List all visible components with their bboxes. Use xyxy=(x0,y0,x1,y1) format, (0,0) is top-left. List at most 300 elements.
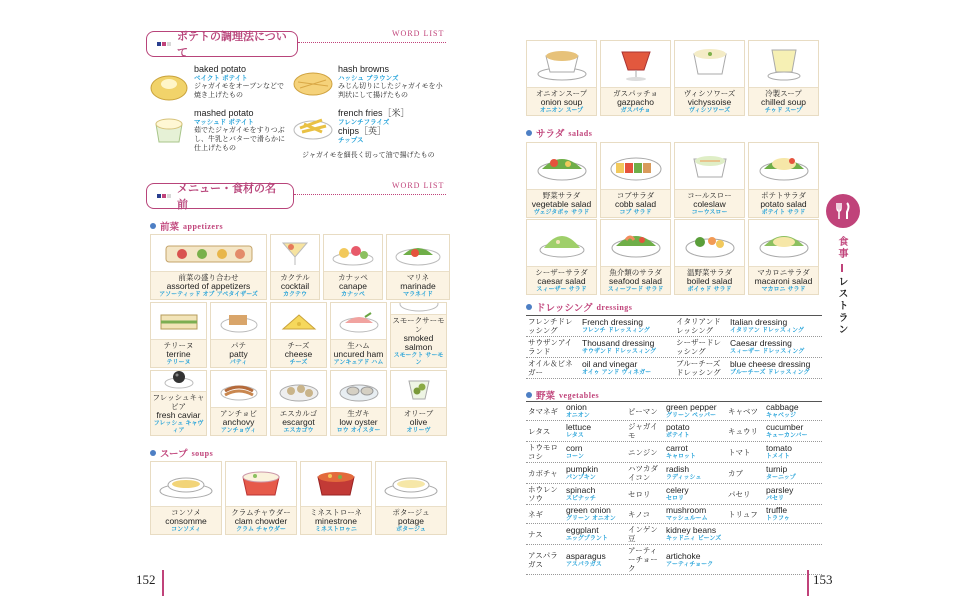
heading-jp: 前菜 xyxy=(160,222,180,233)
term-jp-cell xyxy=(726,442,764,462)
table-row xyxy=(526,524,822,545)
term-jp-cell xyxy=(526,316,580,336)
marinade-icon xyxy=(393,239,443,267)
food-cell xyxy=(674,142,745,218)
food-cell xyxy=(330,370,387,436)
food-jp: テリーヌ xyxy=(163,341,194,350)
term-jp: シーザードレッシング xyxy=(676,338,721,356)
appetizer-row-1 xyxy=(150,234,450,300)
term-jp: インゲン豆 xyxy=(628,525,658,543)
term-kana: セロリ xyxy=(666,495,685,502)
term-kana: スィーザー ドレッスィング xyxy=(730,348,805,355)
term-en: Thousand dressing xyxy=(582,338,655,348)
food-cell xyxy=(300,461,372,535)
food-en: canape xyxy=(339,281,367,291)
term-jp-cell xyxy=(726,463,764,483)
term-kana: マッシュルーム xyxy=(666,515,708,522)
food-en: terrine xyxy=(166,349,191,359)
term-jp: キノコ xyxy=(628,509,650,519)
term-en: lettuce xyxy=(566,422,592,432)
table-row xyxy=(526,545,822,575)
food-jp: ポテトサラダ xyxy=(761,191,806,200)
term-en-cell xyxy=(564,421,626,441)
consomme-icon xyxy=(158,467,214,501)
food-jp: スモークサーモン xyxy=(392,316,445,334)
page-number-right: 153 xyxy=(813,572,833,587)
soup-row-left xyxy=(150,461,447,535)
food-cell xyxy=(674,40,745,116)
food-en: seafood salad xyxy=(609,276,662,286)
term-jp-cell xyxy=(526,442,564,462)
page-bar xyxy=(162,570,164,596)
term-kana: キューカンバー xyxy=(766,432,808,439)
appetizer-row-2 xyxy=(150,302,447,368)
food-en: anchovy xyxy=(222,417,255,427)
caviar-icon xyxy=(157,370,201,391)
term-en-cell xyxy=(728,358,822,378)
term-en-cell xyxy=(764,402,822,420)
term-kana: グリーン ペッパー xyxy=(666,412,716,419)
term-kana: イタリアン ドレッスィング xyxy=(730,327,804,334)
food-cell xyxy=(526,219,597,295)
food-jp: 冷製スープ xyxy=(765,89,802,98)
food-kana: カナッペ xyxy=(341,291,365,298)
term-kana: キャベッジ xyxy=(766,412,797,419)
term-en-2: chips［英］ xyxy=(338,126,387,136)
term-en: mushroom xyxy=(666,505,707,515)
term-en: french fries［米］ xyxy=(338,108,410,118)
term-jp: ピーマン xyxy=(628,406,658,416)
term-en: oil and vinegar xyxy=(582,359,638,369)
term-kana-2: チップス xyxy=(338,136,364,144)
food-en: assorted of appetizers xyxy=(166,281,251,291)
soups-heading xyxy=(150,446,213,460)
food-jp: 魚介類のサラダ xyxy=(609,268,662,277)
bullet-icon xyxy=(526,130,532,136)
appetizers-heading xyxy=(150,219,223,233)
term-en-cell xyxy=(664,442,726,462)
term-jp-cell xyxy=(526,337,580,357)
potato-item-mashed xyxy=(148,108,288,162)
term-jp: ナス xyxy=(528,529,543,539)
term-jp-cell xyxy=(674,316,728,336)
term-jp: トマト xyxy=(728,447,751,457)
food-en: clam chowder xyxy=(234,516,288,526)
food-cell xyxy=(270,370,327,436)
food-kana: マラネイド xyxy=(403,291,433,298)
term-jp: トウモロコシ xyxy=(528,443,558,461)
term-desc: ジャガイモをオーブンなどで焼き上げたもの xyxy=(194,82,285,99)
food-kana: オリーヴ xyxy=(406,427,431,434)
term-kana: アーティチョーク xyxy=(666,560,714,568)
table-row xyxy=(526,358,822,379)
food-kana: アンキュアド ハム xyxy=(333,359,384,366)
term-jp: ホウレンソウ xyxy=(528,485,558,503)
term-en: radish xyxy=(666,464,690,474)
food-cell xyxy=(323,234,383,300)
food-cell xyxy=(386,234,450,300)
term-kana: ポテイト xyxy=(666,432,690,439)
term-en-cell xyxy=(764,484,822,504)
bullet-icon xyxy=(526,304,532,310)
term-jp-cell xyxy=(626,505,664,523)
food-kana: ガスパチョ xyxy=(620,107,651,114)
heading-en: soups xyxy=(191,448,214,458)
term-en-cell xyxy=(728,316,822,336)
page-number-left: 152 xyxy=(136,572,156,587)
food-kana: コーウスロー xyxy=(691,209,728,216)
mashed-potato-icon xyxy=(148,110,190,146)
term-en-cell xyxy=(764,505,822,523)
term-en-cell xyxy=(664,484,726,504)
term-jp: トリュフ xyxy=(728,509,758,519)
food-en: caesar salad xyxy=(537,276,586,286)
term-en: hash browns xyxy=(338,64,390,74)
food-cell xyxy=(150,370,207,436)
coleslaw-icon xyxy=(682,149,738,183)
food-kana: マカロニ サラド xyxy=(761,286,806,293)
table-row xyxy=(526,484,822,505)
heading-en: vegetables xyxy=(559,390,600,400)
term-kana: サウザンド ドレッスィング xyxy=(582,348,656,355)
term-en: truffle xyxy=(766,505,788,515)
food-jp: カクテル xyxy=(280,273,310,282)
food-en: chilled soup xyxy=(761,97,806,107)
term-en: potato xyxy=(666,422,690,432)
potato-section-title: ポテトの調理法について xyxy=(177,30,287,59)
term-en: carrot xyxy=(666,443,688,453)
word-list-label: WORD LIST xyxy=(392,181,445,190)
food-jp: パテ xyxy=(231,341,246,350)
food-jp: ガスパッチョ xyxy=(613,89,658,98)
term-en: corn xyxy=(566,443,583,453)
term-en-cell xyxy=(564,505,626,523)
food-en: boiled salad xyxy=(686,276,733,286)
term-en: Caesar dressing xyxy=(730,338,792,348)
food-kana: フレッシュ キャヴィア xyxy=(153,420,204,434)
tab-category: 食事 xyxy=(836,236,847,260)
term-jp: アスパラガス xyxy=(528,550,558,569)
food-cell xyxy=(210,370,267,436)
term-kana: ブルーチーズ ドレッスィング xyxy=(730,369,810,376)
term-en: cabbage xyxy=(766,402,799,412)
term-en-cell xyxy=(580,337,674,357)
term-jp-cell xyxy=(726,484,764,504)
food-en: marinade xyxy=(400,281,436,291)
cobb-salad-icon xyxy=(608,149,664,183)
minestrone-icon xyxy=(308,467,364,501)
term-en: tomato xyxy=(766,443,792,453)
potato-item-fries xyxy=(292,108,446,162)
term-en-cell xyxy=(728,337,822,357)
food-jp: 野菜サラダ xyxy=(542,191,581,200)
bullet-icon xyxy=(526,392,532,398)
food-en: smoked salmon xyxy=(403,333,434,352)
term-jp-cell xyxy=(726,505,764,523)
term-desc: 茹でたジャガイモをすりつぶし、牛乳とバターで滑らかに仕上げたもの xyxy=(194,126,285,152)
term-jp-cell xyxy=(726,421,764,441)
term-jp-cell xyxy=(626,545,664,574)
table-row xyxy=(526,421,822,442)
term-jp-cell xyxy=(626,421,664,441)
food-jp: チーズ xyxy=(287,341,310,350)
food-cell xyxy=(600,219,671,295)
food-jp: オニオンスープ xyxy=(535,89,588,98)
term-en-cell xyxy=(664,505,726,523)
food-en: minestrone xyxy=(314,516,358,526)
term-jp: レタス xyxy=(528,426,551,436)
food-cell xyxy=(748,40,819,116)
macaroni-salad-icon xyxy=(756,226,812,260)
term-kana: フレンチ ドレッスィング xyxy=(582,327,650,334)
food-cell xyxy=(225,461,297,535)
food-jp: ヴィシソワーズ xyxy=(683,89,736,98)
food-kana: チゥド スープ xyxy=(764,107,803,114)
heading-en: salads xyxy=(568,128,593,138)
food-cell xyxy=(390,370,447,436)
term-jp-cell xyxy=(626,524,664,544)
caesar-salad-icon xyxy=(534,226,590,260)
food-cell xyxy=(150,234,267,300)
term-en: spinach xyxy=(566,485,596,495)
food-en: potage xyxy=(397,516,424,526)
potage-icon xyxy=(383,467,439,501)
food-cell xyxy=(526,142,597,218)
term-kana: パセリ xyxy=(766,495,785,502)
escargot-icon xyxy=(277,375,321,403)
food-en: cheese xyxy=(284,349,313,359)
potato-item-hash xyxy=(292,64,446,108)
food-kana: ロウ オイスター xyxy=(336,427,381,434)
term-jp-cell xyxy=(526,505,564,523)
food-kana: コンソメィ xyxy=(171,526,201,533)
term-jp: ネギ xyxy=(528,509,543,519)
seafood-salad-icon xyxy=(608,226,664,260)
food-kana: ヴィシソワーズ xyxy=(688,107,731,114)
food-kana: アソーティッド オブ アペタイザーズ xyxy=(159,291,258,298)
food-cell xyxy=(526,40,597,116)
oyster-icon xyxy=(337,375,381,403)
page-bar xyxy=(807,570,809,596)
table-row xyxy=(526,402,822,421)
term-jp: ハツカダイコン xyxy=(628,464,658,482)
term-jp: ブルーチーズドレッシング xyxy=(676,359,721,377)
food-en: coleslaw xyxy=(693,199,726,209)
term-en: eggplant xyxy=(566,525,599,535)
food-kana: エスカゴウ xyxy=(283,427,314,434)
term-en-cell xyxy=(564,402,626,420)
term-en-cell xyxy=(664,421,726,441)
salad-row-1 xyxy=(526,142,819,218)
food-kana: アンチョヴィ xyxy=(220,427,257,434)
food-cell xyxy=(150,302,207,368)
term-kana: オニオン xyxy=(566,412,590,419)
term-jp: キュウリ xyxy=(728,426,758,436)
term-jp-cell xyxy=(626,402,664,420)
term-en-cell xyxy=(764,442,822,462)
food-jp: 生ハム xyxy=(347,341,370,350)
term-kana: ベイクト ポテイト xyxy=(194,74,248,82)
menu-section-header xyxy=(146,183,294,209)
menu-section-title: メニュー・食材の名前 xyxy=(177,182,276,211)
term-en-cell xyxy=(764,421,822,441)
term-desc: みじん切りにしたジャガイモを小判状にして揚げたもの xyxy=(338,82,443,99)
potato-salad-icon xyxy=(756,149,812,183)
food-jp: アンチョビ xyxy=(220,409,257,418)
term-jp: イタリアンドレッシング xyxy=(676,317,721,335)
term-en: green onion xyxy=(566,505,611,515)
food-kana: スモークト サーモン xyxy=(393,352,444,366)
ham-icon xyxy=(337,307,381,335)
term-kana: スピナッチ xyxy=(566,495,596,502)
chilled-soup-icon xyxy=(756,46,812,82)
term-jp: サウザンアイランド xyxy=(528,338,573,356)
bullet-icon xyxy=(150,450,156,456)
term-kana: トラフゥ xyxy=(766,515,790,522)
term-jp: フレンチドレッシング xyxy=(528,317,573,335)
term-jp: ニンジン xyxy=(628,447,658,457)
food-kana: テリーヌ xyxy=(166,359,191,366)
term-en-cell xyxy=(580,358,674,378)
term-en: French dressing xyxy=(582,317,643,327)
term-kana: フレンチフライズ xyxy=(338,118,390,126)
food-cell xyxy=(210,302,267,368)
food-jp: オリーブ xyxy=(403,409,434,418)
term-jp: タマネギ xyxy=(528,406,558,416)
salad-row-2 xyxy=(526,219,819,295)
gazpacho-icon xyxy=(608,46,664,82)
food-en: low oyster xyxy=(339,417,378,427)
soup-row-right xyxy=(526,40,819,116)
heading-jp: 野菜 xyxy=(536,391,556,402)
term-en: onion xyxy=(566,402,587,412)
food-kana: ヴェジタボゥ サラド xyxy=(533,209,590,216)
table-row xyxy=(526,442,822,463)
food-kana: スィーフード サラド xyxy=(607,286,664,293)
term-jp-cell xyxy=(674,337,728,357)
term-jp-cell xyxy=(526,463,564,483)
term-en-cell xyxy=(764,463,822,483)
food-cell xyxy=(748,142,819,218)
term-en: artichoke xyxy=(666,550,701,561)
food-kana: クラム チャウダー xyxy=(236,526,286,533)
term-en-cell xyxy=(564,545,626,574)
boiled-salad-icon xyxy=(682,226,738,260)
term-jp-cell xyxy=(526,545,564,574)
food-cell xyxy=(375,461,447,535)
heading-en: dressings xyxy=(596,302,633,312)
food-cell xyxy=(748,219,819,295)
hash-browns-icon xyxy=(292,68,334,98)
food-cell xyxy=(270,234,320,300)
term-en: parsley xyxy=(766,485,794,495)
clam-chowder-icon xyxy=(233,467,289,501)
term-desc: ジャガイモを細長く切って油で揚げたもの xyxy=(302,151,435,159)
term-jp: カボチャ xyxy=(528,468,558,478)
term-kana: キャロット xyxy=(666,453,696,460)
vegetable-salad-icon xyxy=(534,149,590,183)
food-en: fresh caviar xyxy=(156,410,201,420)
term-en: turnip xyxy=(766,464,788,474)
anchovy-icon xyxy=(217,375,261,403)
food-en: macaroni salad xyxy=(754,276,813,286)
terrine-icon xyxy=(157,307,201,335)
food-jp: カナッペ xyxy=(338,273,368,282)
table-row xyxy=(526,316,822,337)
term-en-cell xyxy=(664,545,726,574)
vichyssoise-icon xyxy=(682,46,738,82)
tab-subcategory: レストラン xyxy=(836,276,847,336)
food-kana: オニオン スープ xyxy=(539,107,584,114)
smoked-salmon-icon xyxy=(397,302,441,314)
table-row xyxy=(526,337,822,358)
color-swatch-icon xyxy=(157,194,171,198)
dressings-table xyxy=(526,315,822,379)
food-jp: エスカルゴ xyxy=(279,409,318,418)
table-row xyxy=(526,505,822,524)
heading-en: appetizers xyxy=(183,221,224,231)
term-en: cucumber xyxy=(766,422,804,432)
term-jp-cell xyxy=(526,358,580,378)
word-list-label: WORD LIST xyxy=(392,29,445,38)
heading-jp: スープ xyxy=(160,449,188,460)
potato-item-baked xyxy=(148,64,288,108)
food-jp: フレッシュキャビア xyxy=(152,393,205,411)
food-en: gazpacho xyxy=(617,97,654,107)
term-en: Italian dressing xyxy=(730,317,788,327)
food-kana: ポテイト サラド xyxy=(761,209,806,216)
food-jp: ミネストローネ xyxy=(309,508,363,517)
food-kana: ポタージュ xyxy=(396,526,426,533)
food-jp: ポタージュ xyxy=(392,508,430,517)
food-jp: 生ガキ xyxy=(347,409,370,418)
canape-icon xyxy=(330,239,376,267)
appetizer-row-3 xyxy=(150,370,447,436)
food-kana: パティ xyxy=(229,359,248,366)
section-tab[interactable] xyxy=(826,194,860,228)
term-kana: キッドニィ ビーンズ xyxy=(666,535,722,542)
table-row xyxy=(526,463,822,484)
term-kana: マッシュド ポテイト xyxy=(194,118,254,126)
food-jp: 温野菜サラダ xyxy=(687,268,732,277)
food-kana: カクテウ xyxy=(282,291,307,298)
dressings-heading xyxy=(526,300,632,314)
term-en: celery xyxy=(666,485,689,495)
cheese-icon xyxy=(277,307,321,335)
term-en-cell xyxy=(564,463,626,483)
term-en-cell xyxy=(664,463,726,483)
assorted-appetizers-icon xyxy=(164,240,254,266)
term-jp-cell xyxy=(526,421,564,441)
vegetables-table xyxy=(526,401,822,575)
food-kana: ミネストロゥニ xyxy=(315,526,357,533)
term-en: mashed potato xyxy=(194,108,254,118)
term-en: green pepper xyxy=(666,402,717,412)
term-kana: コーン xyxy=(566,453,584,460)
term-kana: トメイト xyxy=(766,453,790,460)
term-jp-cell xyxy=(674,358,728,378)
food-cell xyxy=(330,302,387,368)
food-en: patty xyxy=(229,349,248,359)
tab-divider xyxy=(841,264,843,272)
food-cell xyxy=(270,302,327,368)
food-cell xyxy=(150,461,222,535)
term-jp: セロリ xyxy=(628,489,651,499)
food-jp: マカロニサラダ xyxy=(757,268,810,277)
term-jp-cell xyxy=(526,402,564,420)
food-kana: コブ サラド xyxy=(619,209,652,216)
food-en: potato salad xyxy=(760,199,807,209)
